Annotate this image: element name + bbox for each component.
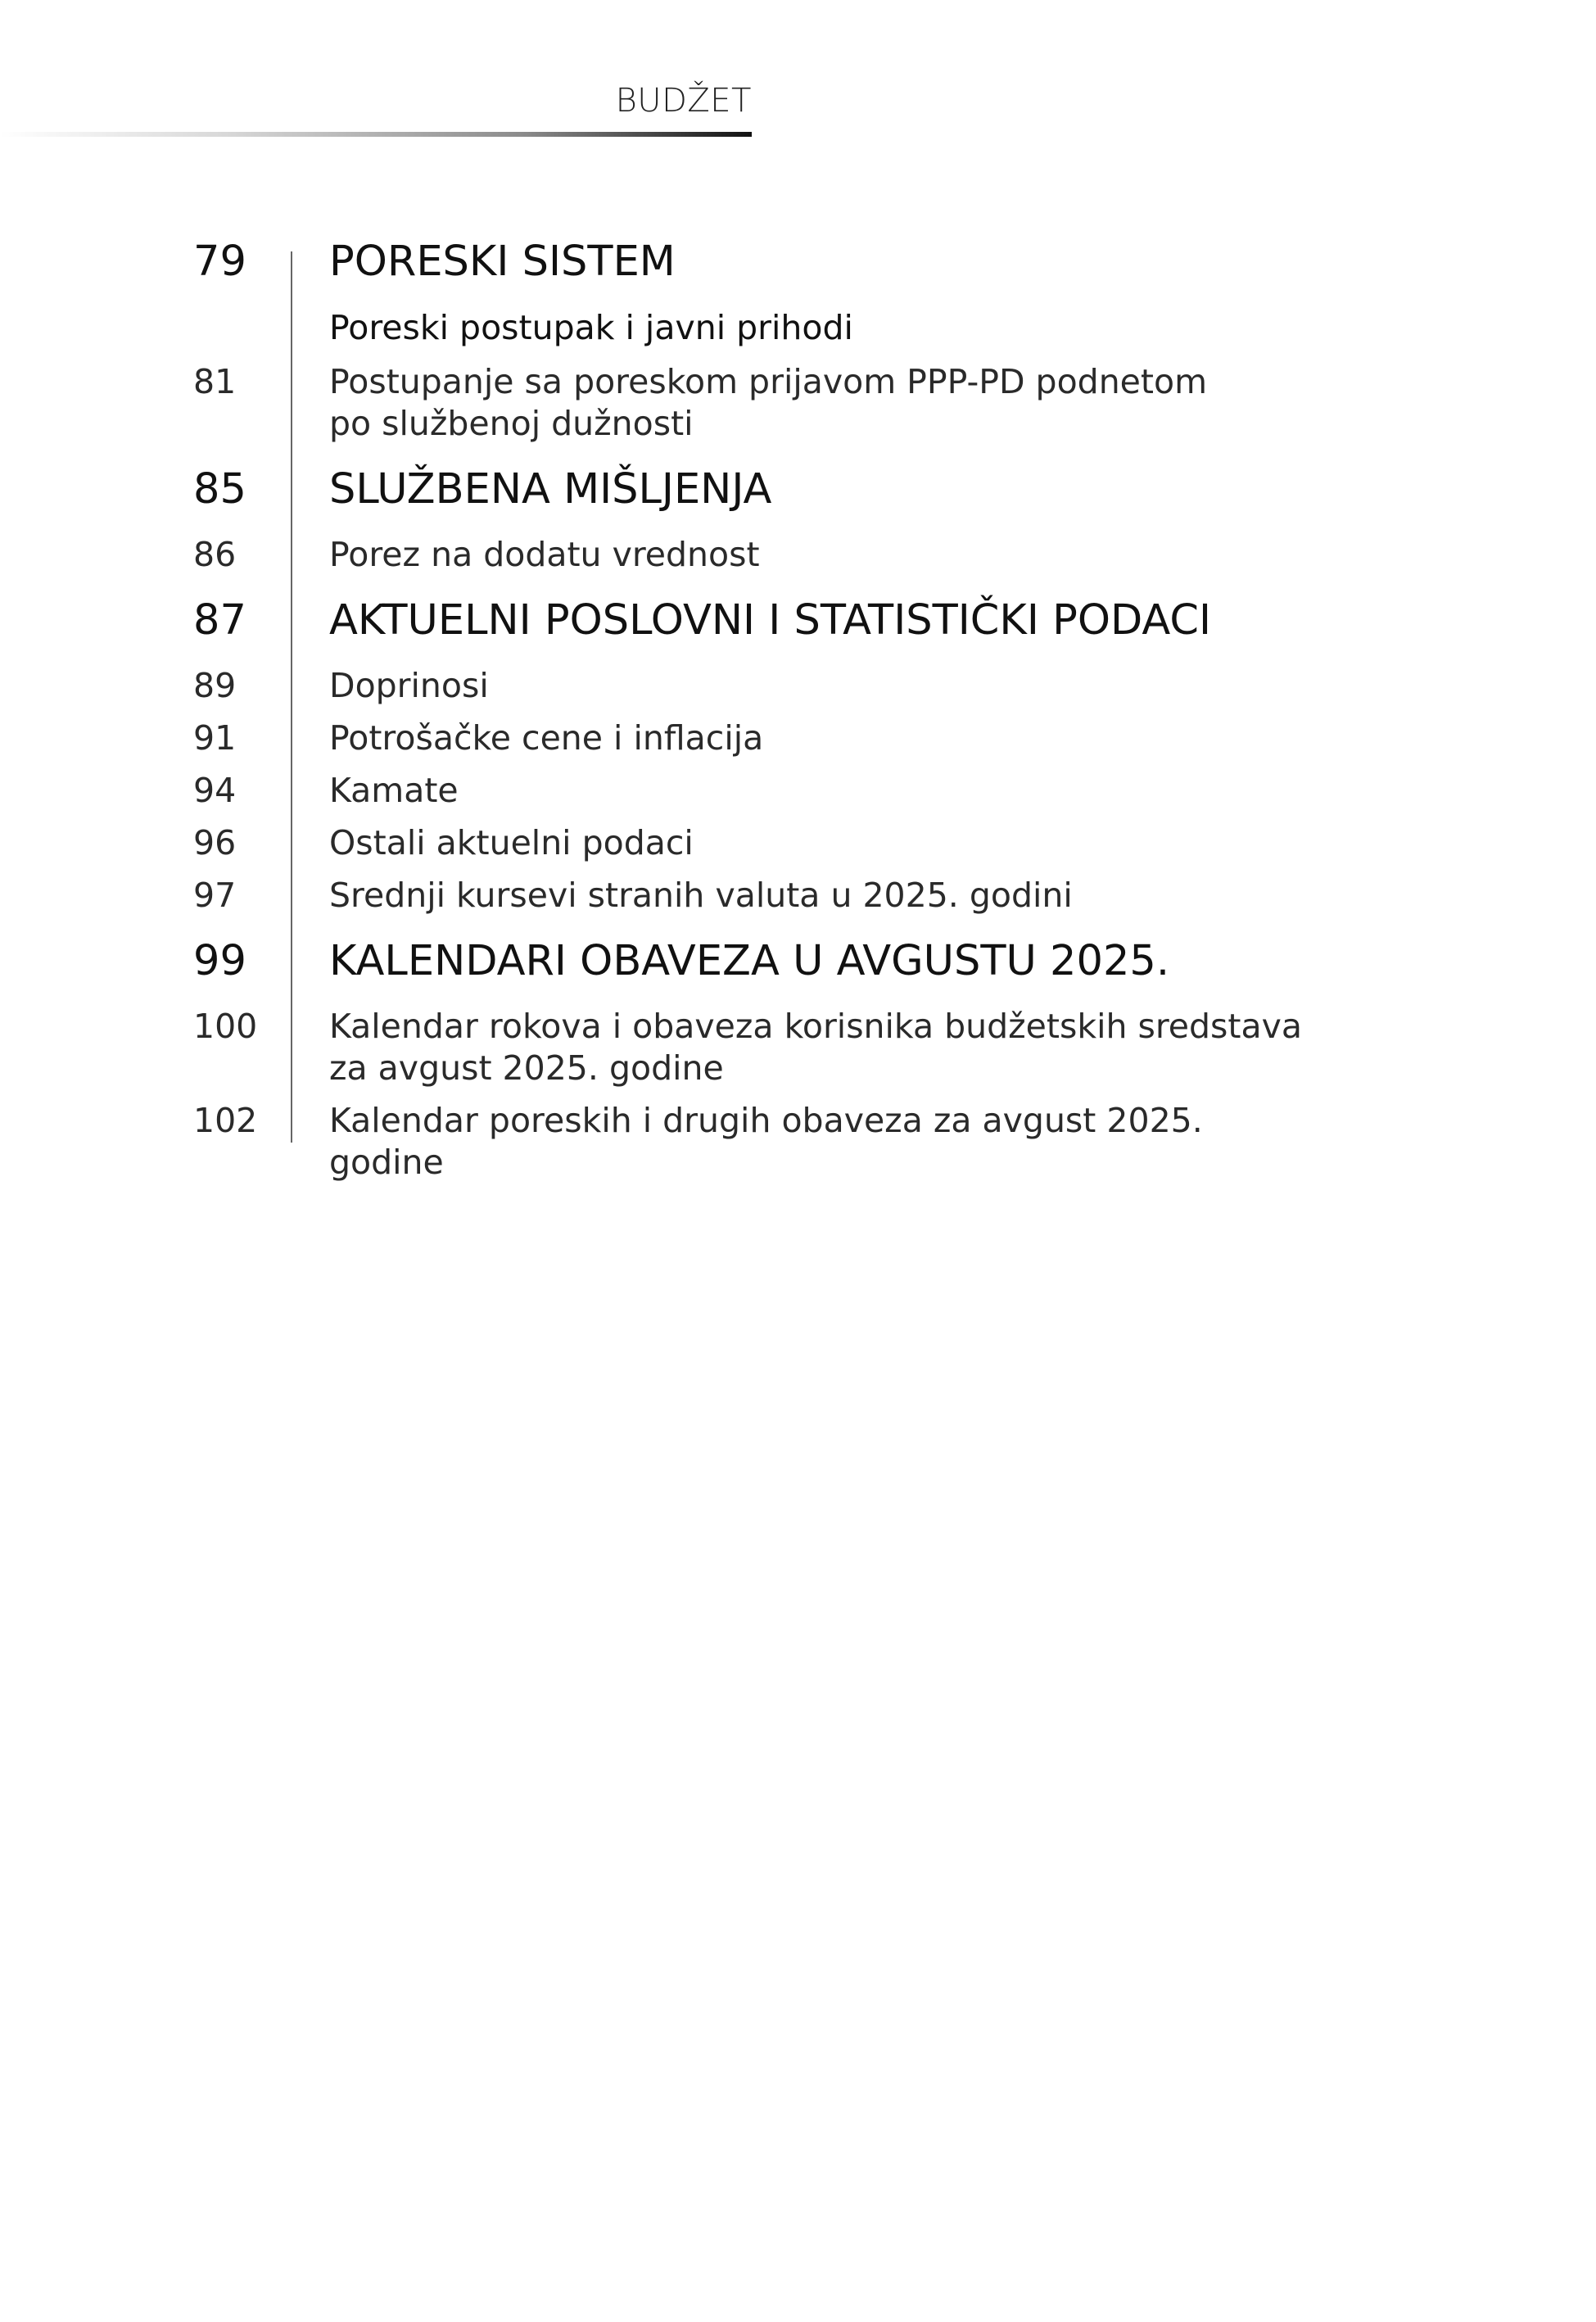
- toc-item-title: Kalendar poreskih i drugih obaveza za avgust 2025. godine: [329, 1101, 1203, 1182]
- toc-item-title: Srednji kursevi stranih valuta u 2025. godini: [329, 876, 1073, 915]
- toc-item-title-line: za avgust 2025. godine: [329, 1048, 724, 1088]
- toc-page-number: 89: [193, 666, 237, 705]
- toc-page-number: 79: [193, 238, 246, 286]
- toc-subhead-title: Poreski postupak i javni prihodi: [329, 308, 853, 347]
- toc-page-number: 85: [193, 465, 246, 514]
- toc-item-title: Potrošačke cene i inflacija: [329, 718, 764, 758]
- toc-item-title-line: Kalendar rokova i obaveza korisnika budžetskih sredstava: [329, 1007, 1302, 1046]
- toc-divider: [291, 251, 292, 1143]
- toc-item-title: [329, 1006, 1312, 1089]
- toc-item-title: Ostali aktuelni podaci: [329, 823, 694, 862]
- toc-page-number: 87: [193, 596, 246, 645]
- toc-item-title-line: po službenoj dužnosti: [329, 404, 694, 443]
- toc-section-title: PORESKI SISTEM: [329, 238, 676, 286]
- toc-page-number: 102: [193, 1101, 258, 1140]
- toc-page-number: 96: [193, 823, 237, 862]
- toc-section-title: KALENDARI OBAVEZA U AVGUSTU 2025.: [329, 937, 1170, 985]
- toc-section-title: SLUŽBENA MIŠLJENJA: [329, 465, 772, 514]
- toc-page-number: 86: [193, 535, 237, 574]
- toc-section-title: AKTUELNI POSLOVNI I STATISTIČKI PODACI: [329, 596, 1212, 645]
- toc-item-title: Kamate: [329, 771, 459, 810]
- toc-item-title: Porez na dodatu vrednost: [329, 535, 760, 574]
- toc-page-number: 81: [193, 362, 237, 401]
- toc-page-number: 99: [193, 937, 246, 985]
- toc-page-number: 91: [193, 718, 237, 758]
- toc-item-title: Doprinosi: [329, 666, 489, 705]
- toc-item-title: [329, 361, 1312, 445]
- header-rule: [0, 132, 752, 137]
- toc-item-title-line: Postupanje sa poreskom prijavom PPP-PD podnetom: [329, 362, 1208, 401]
- toc-page-number: 94: [193, 771, 237, 810]
- toc-page-number: 97: [193, 876, 237, 915]
- running-header-title: BUDŽET: [615, 82, 752, 120]
- toc-page-number: 100: [193, 1007, 258, 1046]
